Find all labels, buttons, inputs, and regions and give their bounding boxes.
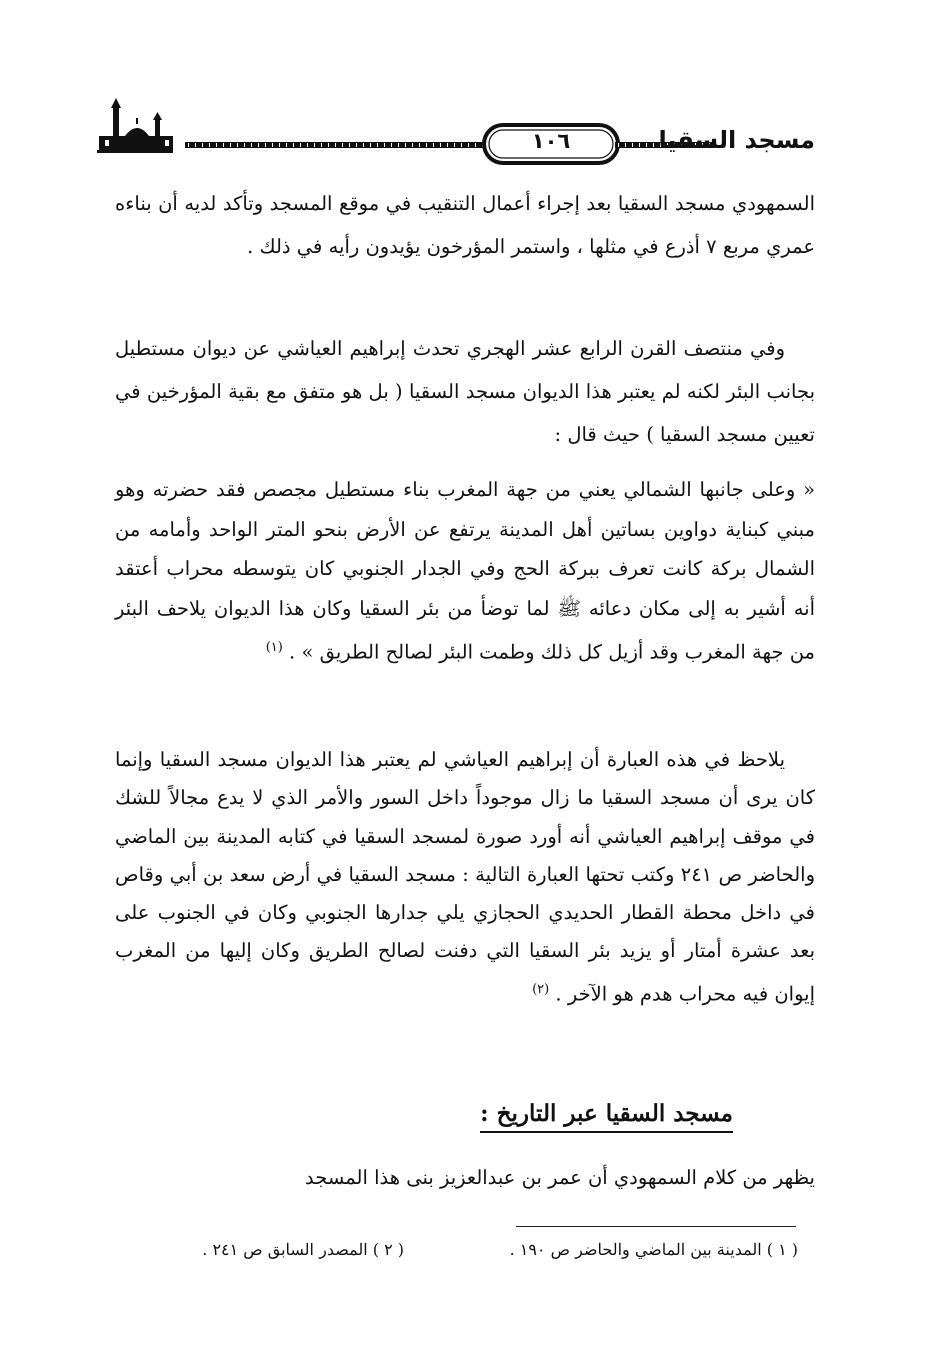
footnote-divider: [516, 1226, 796, 1227]
page-number-medallion: [481, 122, 621, 166]
paragraph-1: [115, 182, 815, 268]
page-number: ١٠٦: [531, 129, 571, 153]
mosque-icon: [95, 96, 175, 156]
footnote-ref-2: (٢): [532, 981, 550, 997]
paragraph-4: [115, 741, 815, 1014]
quote-text: « وعلى جانبها الشمالي يعني من جهة المغرب بناء مستطيل مجصص فقد حضرته وهو مبني كبناية دواوين بساتين أهل المدينة يرتفع عن الأرض بنحو المتر الواحد وأمامه من الشمال بركة كانت تعرف ببركة الحج وفي الجدار الجنوبي كان يتوسطه محراب أعتقد أنه أشير به إلى مكان دعائه ﷺ لما توضأ من بئر السقيا وكان هذا الديوان يلاحف البئر من جهة المغرب وقد أزيل كل ذلك وطمت البئر لصالح الطريق » .: [115, 478, 815, 664]
paragraph-5: [115, 1158, 815, 1198]
footnote-ref-1: (١): [265, 640, 283, 655]
quote-paragraph: [115, 470, 815, 672]
paragraph-5-text: يظهر من كلام السمهودي أن عمر بن عبدالعزيز بنى هذا المسجد: [305, 1166, 815, 1189]
paragraph-1-text: السمهودي مسجد السقيا بعد إجراء أعمال التنقيب في موقع المسجد وتأكد لديه أن بناءه عمري مربع ٧ أذرع في مثلها ، واستمر المؤرخون يؤيدون رأيه في ذلك .: [115, 192, 815, 258]
running-title: مسجد السقيا: [658, 126, 815, 154]
page-header: [95, 96, 815, 166]
paragraph-4-text: يلاحظ في هذه العبارة أن إبراهيم العياشي لم يعتبر هذا الديوان مسجد السقيا وإنما كان يرى أن مسجد السقيا ما زال موجوداً داخل السور والأمر الذي لا يدع مجالاً للشك في موقف إبراهيم العياشي أنه أورد صورة لمسجد السقيا في كتابه المدينة بين الماضي والحاضر ص ٢٤١ وكتب تحتها العبارة التالية : مسجد السقيا في أرض سعد بن أبي وقاص في داخل محطة القطار الحديدي الحجازي يلي جدارها الجنوبي وكان في الجنوب على بعد عشرة أمتار أو يزيد بئر السقيا التي دفنت لصالح الطريق وكان إليها من المغرب إيوان فيه محراب هدم هو الآخر .: [115, 748, 815, 1006]
paragraph-2-text: وفي منتصف القرن الرابع عشر الهجري تحدث إبراهيم العياشي عن ديوان مستطيل بجانب البئر لكنه لم يعتبر هذا الديوان مسجد السقيا ( بل هو متفق مع بقية المؤرخين في تعيين مسجد السقيا ) حيث قال :: [115, 337, 815, 446]
paragraph-2: [115, 327, 815, 456]
footnote-1: ( ١ ) المدينة بين الماضي والحاضر ص ١٩٠ .: [509, 1240, 798, 1259]
header-rule-left: [185, 142, 487, 148]
footnote-2: ( ٢ ) المصدر السابق ص ٢٤١ .: [202, 1240, 404, 1259]
section-heading: مسجد السقيا عبر التاريخ :: [480, 1100, 733, 1133]
